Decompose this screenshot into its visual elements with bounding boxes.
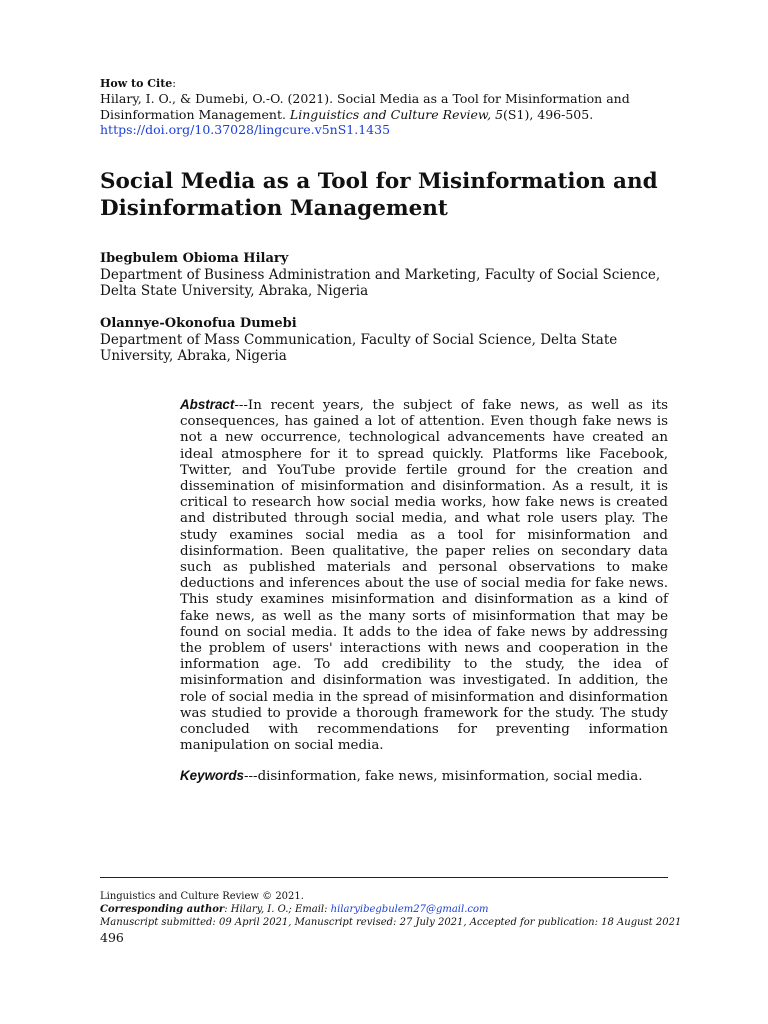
- corresponding-text: : Hilary, I. O.; Email:: [224, 904, 331, 915]
- author-name: Olannye-Okonofua Dumebi: [100, 316, 297, 331]
- author-affiliation: Department of Business Administration and Marketing, Faculty of Social Science, Delta State University, Abraka, Nigeria: [100, 267, 661, 299]
- author-name: Ibegbulem Obioma Hilary: [100, 251, 289, 266]
- author-block-2: [100, 315, 668, 364]
- footer-journal-line: Linguistics and Culture Review © 2021.: [100, 891, 304, 902]
- abstract-text: ---In recent years, the subject of fake news, as well as its consequences, has gained a lot of attention. Even though fake news is not a new occurrence, technological advancements have created an ideal atmosphere for it to spread quickly. Platforms like Facebook, Twitter, and YouTube provide fertile ground for the creation and dissemination of misinformation and disinformation. As a result, it is critical to research how social media works, how fake news is created and distributed through social media, and what role users play. The study examines social media as a tool for misinformation and disinformation. Been qualitative, the paper relies on secondary data such as published materials and personal observations to make deductions and inferences about the use of social media for fake news. This study examines misinformation and disinformation as a kind of fake news, as well as the many sorts of misinformation that may be found on social media. It adds to the idea of fake news by addressing the problem of users' interactions with news and cooperation in the information age. To add credibility to the study, the idea of misinformation and disinformation was investigated. In addition, the role of social media in the spread of misinformation and disinformation was studied to provide a thorough framework for the study. The study concluded with recommendations for preventing information manipulation on social media.: [180, 398, 668, 754]
- footer-corresponding-line: [100, 903, 700, 916]
- how-to-cite-colon: :: [172, 77, 177, 90]
- keywords-label: Keywords: [180, 768, 244, 783]
- citation-authors-title: Hilary, I. O., & Dumebi, O.-O. (2021). Social Media as a Tool for Misinformation and Disinformation Management.: [100, 91, 630, 122]
- corresponding-label: Corresponding author: [100, 904, 225, 915]
- how-to-cite-label: How to Cite: [100, 77, 173, 90]
- how-to-cite-heading: [100, 77, 668, 90]
- citation-text: [100, 91, 668, 138]
- paper-title: Social Media as a Tool for Misinformation and Disinformation Management: [100, 169, 658, 221]
- abstract: [180, 397, 668, 754]
- footer-dates: Manuscript submitted: 09 April 2021, Manuscript revised: 27 July 2021, Accepted for publication: 18 August 2021: [100, 917, 682, 928]
- citation-doi-link[interactable]: https://doi.org/10.37028/lingcure.v5nS1.1435: [100, 122, 391, 137]
- keywords-text: ---disinformation, fake news, misinformation, social media.: [244, 769, 643, 784]
- page-number: 496: [100, 930, 124, 945]
- citation-journal: Linguistics and Culture Review, 5: [289, 106, 504, 122]
- citation-issue-pages: (S1), 496-505.: [503, 106, 594, 122]
- author-affiliation: Department of Mass Communication, Faculty of Social Science, Delta State University, Abraka, Nigeria: [100, 332, 618, 364]
- abstract-label: Abstract: [180, 397, 235, 412]
- footer: [100, 890, 700, 929]
- footer-divider: [100, 877, 668, 878]
- corresponding-email[interactable]: hilaryibegbulem27@gmail.com: [330, 904, 489, 915]
- author-block-1: [100, 250, 668, 299]
- keywords: [180, 768, 668, 785]
